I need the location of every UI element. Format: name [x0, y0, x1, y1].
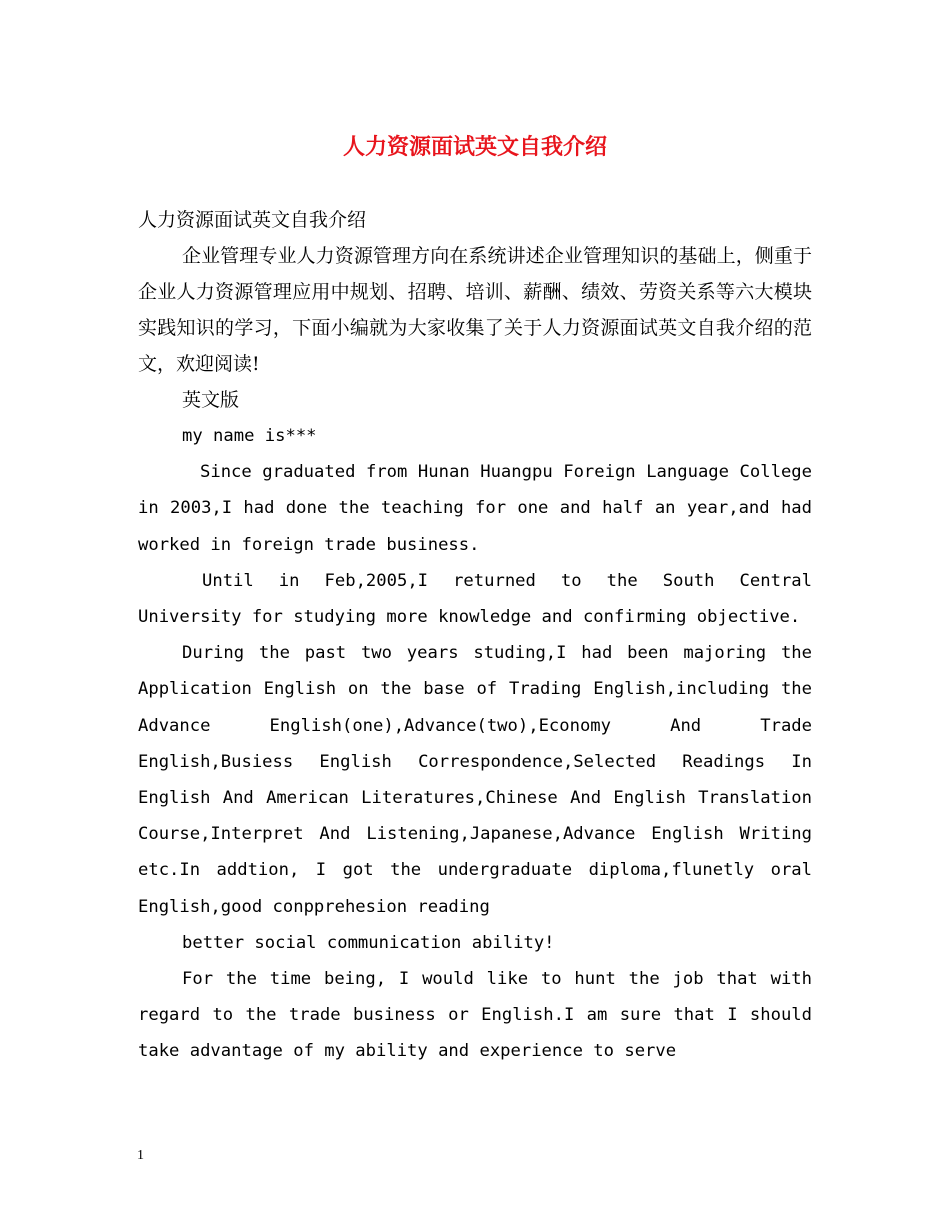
name-line: my name is*** — [182, 426, 317, 446]
document-title: 人力资源面试英文自我介绍 — [342, 134, 607, 160]
document-body — [138, 202, 812, 1070]
paragraph-better: better social communication ability! — [182, 932, 555, 953]
paragraph-for: For the time being, I would like to hunt the job that with regard to the trade business or English.I am sure that I should take advantage of my ability and experience to serve — [138, 969, 812, 1062]
subheading: 人力资源面试英文自我介绍 — [138, 209, 367, 231]
page-number: 1 — [137, 1148, 144, 1163]
version-label: 英文版 — [182, 389, 240, 411]
paragraph-during: During the past two years studing,I had been majoring the Application English on the base of Trading English,including the Advance English(one),Advance(two),Economy And Trade English,Busiess English Correspondence,Selected Readings In English And American Literatures,Chinese And English Translation Course,Interpret And Listening,Japanese,Advance English Writing etc.In addtion, I got the undergraduate diploma,flunetly oral English,good conpprehesion reading — [138, 643, 812, 917]
paragraph-since: Since graduated from Hunan Huangpu Foreign Language College in 2003,I had done the teaching for one and half an year,and had worked in foreign trade business. — [138, 462, 812, 555]
paragraph-until: Until in Feb,2005,I returned to the South Central University for studying more knowledge and confirming objective. — [138, 570, 812, 628]
intro-paragraph: 企业管理专业人力资源管理方向在系统讲述企业管理知识的基础上，侧重于企业人力资源管理应用中规划、招聘、培训、薪酬、绩效、劳资关系等六大模块实践知识的学习，下面小编就为大家收集了关于人力资源面试英文自我介绍的范文，欢迎阅读! — [138, 245, 812, 375]
